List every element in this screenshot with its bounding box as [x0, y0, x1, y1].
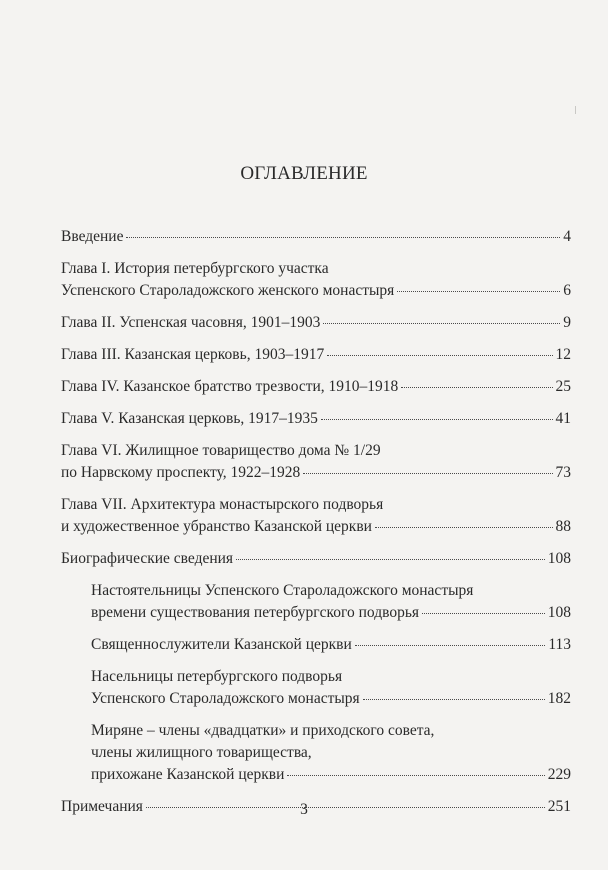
table-of-contents	[61, 226, 571, 818]
dot-leader	[401, 386, 552, 388]
toc-entry-title: Успенского Староладожского женского монастыря	[61, 282, 395, 299]
toc-page-number: 251	[547, 798, 571, 815]
toc-page-number: 4	[563, 228, 571, 245]
toc-page-number: 108	[547, 604, 571, 621]
toc-entry-row	[61, 344, 571, 366]
toc-entry-row	[61, 376, 571, 398]
toc-entry	[91, 666, 571, 710]
toc-entry-line: Глава VII. Архитектура монастырского подворья	[61, 496, 384, 513]
toc-entry-row	[61, 462, 571, 484]
dot-leader	[236, 558, 545, 560]
toc-entry-title: времени существования петербургского подворья	[91, 604, 420, 621]
toc-entry	[61, 312, 571, 334]
toc-entry-title: Успенского Староладожского монастыря	[91, 690, 360, 707]
toc-entry-line: Глава VI. Жилищное товарищество дома № 1/29	[61, 442, 381, 459]
toc-entry	[61, 548, 571, 570]
corner-mark	[575, 106, 576, 114]
toc-page-number: 88	[555, 518, 571, 535]
page-title: ОГЛАВЛЕНИЕ	[240, 163, 368, 184]
toc-entry-line: Насельницы петербургского подворья	[91, 668, 343, 685]
dot-leader	[327, 354, 552, 356]
dot-leader	[321, 418, 553, 420]
toc-page-number: 6	[563, 282, 571, 299]
toc-page-number: 182	[547, 690, 571, 707]
toc-entry-row	[91, 634, 571, 656]
toc-entry	[61, 226, 571, 248]
page-number: 3	[300, 801, 308, 818]
toc-page-number: 25	[555, 378, 571, 395]
dot-leader	[363, 698, 545, 700]
dot-leader	[355, 644, 546, 646]
toc-entry-title: Глава II. Успенская часовня, 1901–1903	[61, 314, 321, 331]
toc-entry-row	[61, 548, 571, 570]
dot-leader	[397, 290, 560, 292]
toc-entry-row	[61, 516, 571, 538]
dot-leader	[126, 236, 560, 238]
toc-page-number: 113	[548, 636, 571, 653]
toc-entry-title: Биографические сведения	[61, 550, 234, 567]
toc-entry-title: Введение	[61, 228, 124, 245]
toc-entry	[61, 440, 571, 484]
toc-entry-line: Миряне – члены «двадцатки» и приходского совета,	[91, 722, 435, 739]
toc-entry-title: Священнослужители Казанской церкви	[91, 636, 352, 653]
dot-leader	[422, 612, 545, 614]
toc-entry-title: по Нарвскому проспекту, 1922–1928	[61, 464, 301, 481]
toc-entry-title: и художественное убранство Казанской церкви	[61, 518, 372, 535]
toc-entry-row	[61, 280, 571, 302]
dot-leader	[323, 322, 560, 324]
toc-page-number: 41	[555, 410, 571, 427]
toc-page-number: 9	[563, 314, 571, 331]
toc-entry	[91, 580, 571, 624]
toc-entry-title: прихожане Казанской церкви	[91, 766, 285, 783]
toc-page-number: 229	[547, 766, 571, 783]
toc-entry-title: Глава V. Казанская церковь, 1917–1935	[61, 410, 318, 427]
toc-entry-line: Настоятельницы Успенского Староладожского монастыря	[91, 582, 474, 599]
toc-entry-title: Примечания	[61, 798, 143, 815]
toc-entry	[61, 494, 571, 538]
toc-entry-title: Глава III. Казанская церковь, 1903–1917	[61, 346, 325, 363]
toc-entry-line: Глава I. История петербургского участка	[61, 260, 329, 277]
toc-entry	[91, 634, 571, 656]
toc-entry-row	[61, 226, 571, 248]
toc-entry-row	[91, 602, 571, 624]
dot-leader	[375, 526, 553, 528]
toc-entry-row	[91, 764, 571, 786]
toc-page-number: 73	[555, 464, 571, 481]
toc-page-number: 12	[555, 346, 571, 363]
toc-entry	[61, 376, 571, 398]
toc-entry	[61, 344, 571, 366]
toc-entry-row	[61, 312, 571, 334]
toc-entry	[91, 720, 571, 786]
toc-entry	[61, 408, 571, 430]
toc-entry-row	[91, 688, 571, 710]
toc-page-number: 108	[547, 550, 571, 567]
dot-leader	[287, 774, 544, 776]
toc-entry-row	[61, 408, 571, 430]
toc-entry	[61, 258, 571, 302]
dot-leader	[303, 472, 552, 474]
toc-entry-line: члены жилищного товарищества,	[91, 744, 312, 761]
toc-entry-title: Глава IV. Казанское братство трезвости, 1910–1918	[61, 378, 399, 395]
